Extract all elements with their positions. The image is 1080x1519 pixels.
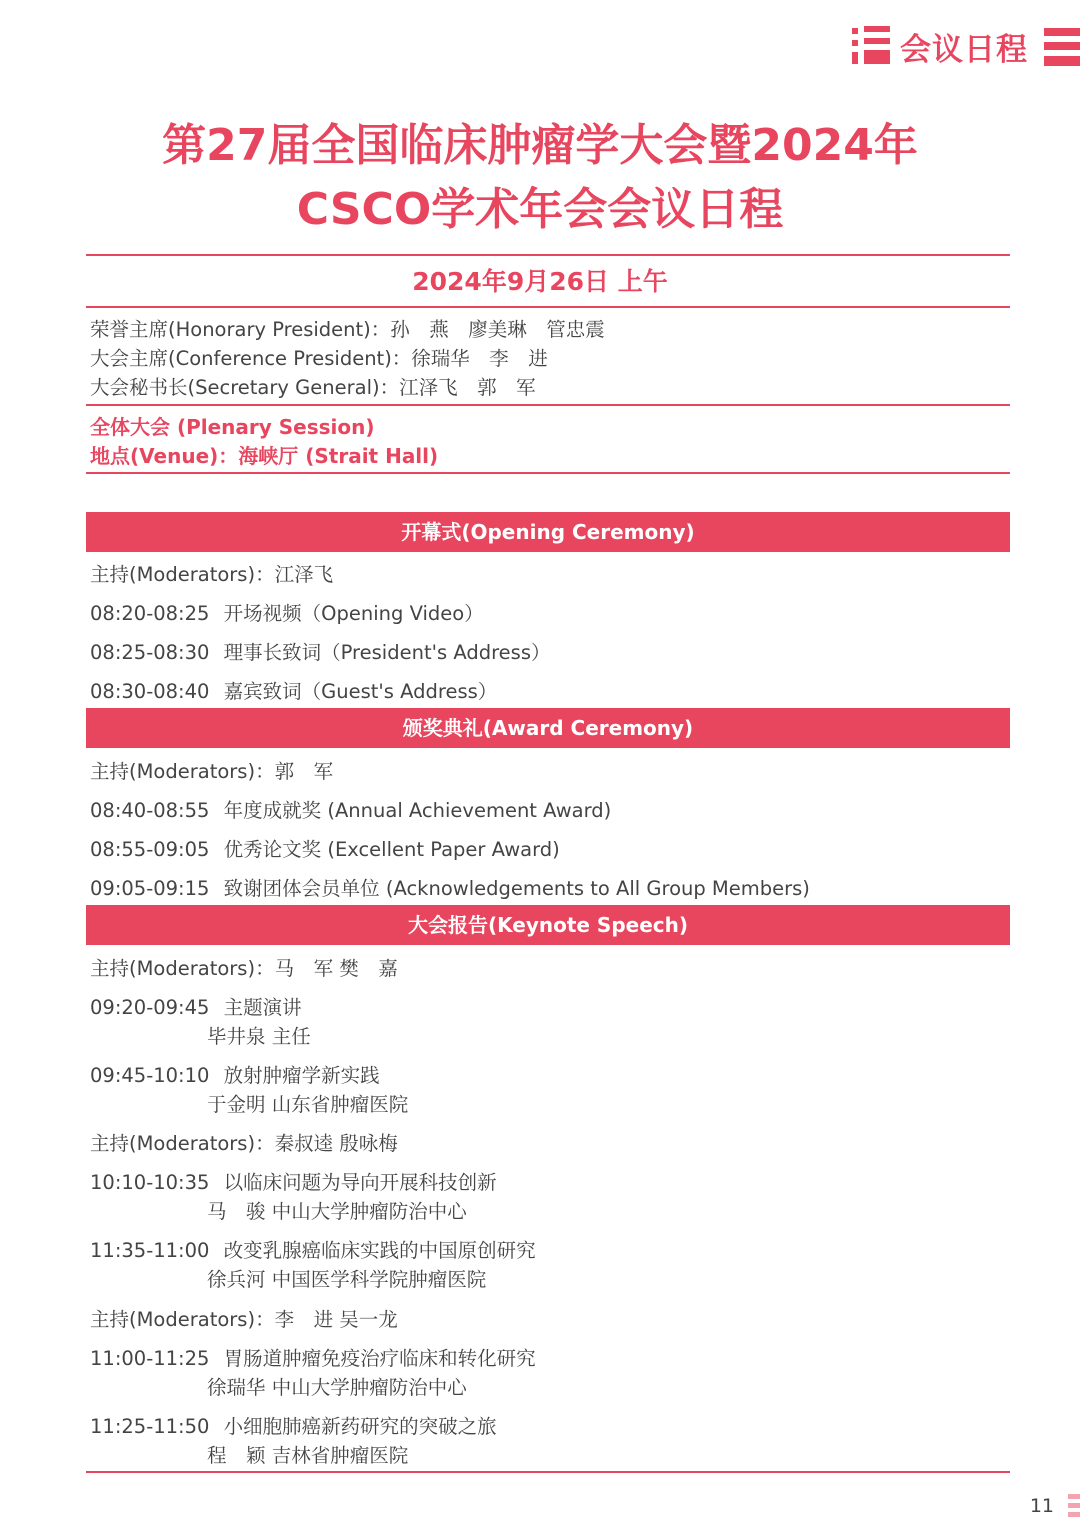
session-date: 2024年9月26日 上午 (412, 267, 668, 296)
moderators: 主持(Moderators)：李 进 吴一龙 (90, 1308, 398, 1331)
agenda-item (90, 873, 810, 901)
section-header-keynote: 大会报告(Keynote Speech) (86, 905, 1010, 945)
moderators: 主持(Moderators)：郭 军 (90, 760, 334, 783)
agenda-time: 11:25-11:50 (90, 1415, 210, 1438)
speaker: 毕井泉 主任 (207, 1025, 311, 1048)
agenda-time: 09:20-09:45 (90, 996, 210, 1019)
tag-bars-icon (852, 22, 892, 68)
speaker: 徐兵河 中国医学科学院肿瘤医院 (207, 1268, 487, 1291)
agenda-title: 胃肠道肿瘤免疫治疗临床和转化研究 (223, 1347, 536, 1370)
moderators: 主持(Moderators)：秦叔逵 殷咏梅 (90, 1132, 398, 1155)
agenda-time: 08:25-08:30 (90, 641, 210, 664)
agenda-item (90, 1343, 536, 1371)
agenda-title: 主题演讲 (223, 996, 302, 1019)
section-header-award: 颁奖典礼(Award Ceremony) (86, 708, 1010, 748)
agenda-item (90, 834, 560, 862)
session-name: 全体大会 (Plenary Session) (90, 415, 375, 439)
agenda-time: 10:10-10:35 (90, 1171, 210, 1194)
agenda-title: 改变乳腺癌临床实践的中国原创研究 (223, 1239, 536, 1262)
section-tag-label: 会议日程 (900, 32, 1028, 68)
divider (86, 254, 1010, 256)
agenda-item (90, 676, 497, 704)
honorary-president: 荣誉主席(Honorary President)：孙 燕 廖美琳 管忠震 (90, 318, 605, 341)
moderators: 主持(Moderators)：江泽飞 (90, 563, 334, 586)
agenda-title: 嘉宾致词（Guest's Address） (223, 680, 498, 703)
agenda-time: 08:30-08:40 (90, 680, 210, 703)
page-bars-icon (1066, 1489, 1080, 1517)
speaker: 马 骏 中山大学肿瘤防治中心 (207, 1200, 467, 1223)
page-number: 11 (1029, 1495, 1054, 1517)
speaker: 徐瑞华 中山大学肿瘤防治中心 (207, 1376, 467, 1399)
agenda-item (90, 598, 484, 626)
page-title-line2: CSCO学术年会会议日程 (296, 184, 784, 235)
agenda-time: 11:35-11:00 (90, 1239, 210, 1262)
divider (86, 1471, 1010, 1473)
agenda-title: 放射肿瘤学新实践 (223, 1064, 380, 1087)
section-header-opening: 开幕式(Opening Ceremony) (86, 512, 1010, 552)
divider (86, 472, 1010, 474)
section-tag (852, 22, 1080, 68)
session-venue: 地点(Venue)：海峡厅 (Strait Hall) (90, 444, 439, 468)
agenda-item (90, 637, 550, 665)
page-title-line1: 第27届全国临床肿瘤学大会暨2024年 (162, 120, 918, 171)
speaker: 于金明 山东省肿瘤医院 (207, 1093, 409, 1116)
agenda-item (90, 1411, 497, 1439)
agenda-time: 09:45-10:10 (90, 1064, 210, 1087)
secretary-general: 大会秘书长(Secretary General)：江泽飞 郭 军 (90, 376, 536, 399)
agenda-title: 以临床问题为导向开展科技创新 (223, 1171, 497, 1194)
agenda-item (90, 992, 302, 1020)
agenda-item (90, 795, 611, 823)
agenda-title: 年度成就奖 (Annual Achievement Award) (223, 799, 612, 822)
agenda-title: 开场视频（Opening Video） (223, 602, 484, 625)
divider (86, 306, 1010, 308)
agenda-time: 09:05-09:15 (90, 877, 210, 900)
agenda-item (90, 1060, 380, 1088)
agenda-time: 08:40-08:55 (90, 799, 210, 822)
agenda-time: 08:20-08:25 (90, 602, 210, 625)
divider (86, 404, 1010, 406)
agenda-item (90, 1235, 536, 1263)
agenda-title: 理事长致词（President's Address） (223, 641, 551, 664)
speaker: 程 颖 吉林省肿瘤医院 (207, 1444, 409, 1467)
agenda-time: 08:55-09:05 (90, 838, 210, 861)
agenda-title: 小细胞肺癌新药研究的突破之旅 (223, 1415, 497, 1438)
agenda-item (90, 1167, 497, 1195)
agenda-title: 致谢团体会员单位 (Acknowledgements to All Group Members) (223, 877, 810, 900)
agenda-title: 优秀论文奖 (Excellent Paper Award) (223, 838, 560, 861)
tag-bars-right-icon (1044, 22, 1080, 68)
moderators: 主持(Moderators)：马 军 樊 嘉 (90, 957, 398, 980)
agenda-time: 11:00-11:25 (90, 1347, 210, 1370)
conference-president: 大会主席(Conference President)：徐瑞华 李 进 (90, 347, 548, 370)
